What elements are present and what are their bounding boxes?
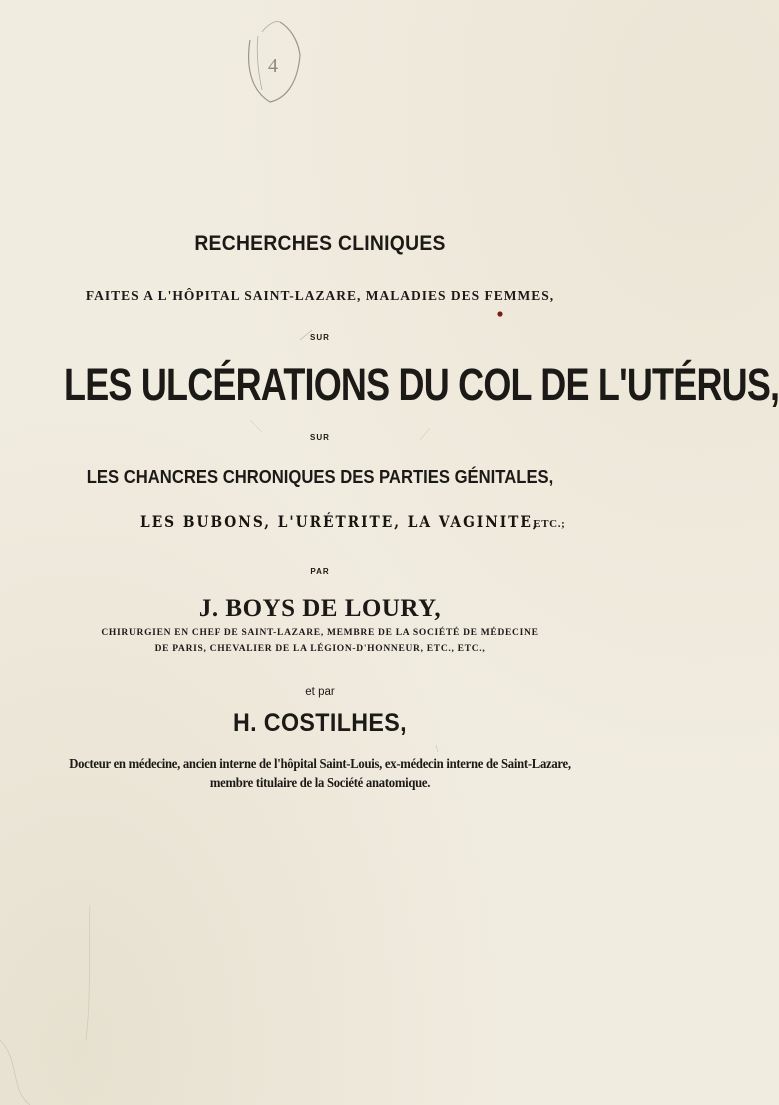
heading-recherches: RECHERCHES CLINIQUES bbox=[194, 232, 446, 255]
author2-credentials-line2: membre titulaire de la Société anatomique. bbox=[209, 775, 431, 790]
stamp-mark: 4 bbox=[268, 55, 278, 77]
author1-credentials-line1: CHIRURGIEN EN CHEF DE SAINT-LAZARE, MEMBRE DE LA SOCIÉTÉ DE MÉDECINE bbox=[101, 628, 539, 638]
subtitle-bubons: LES BUBONS, L'URÉTRITE, LA VAGINITE, bbox=[139, 512, 540, 531]
main-title: LES ULCÉRATIONS DU COL DE L'UTÉRUS, bbox=[64, 359, 779, 410]
subtitle-chancres: LES CHANCRES CHRONIQUES DES PARTIES GÉNITALES, bbox=[86, 466, 554, 487]
connector-par: PAR bbox=[310, 567, 330, 576]
author1-credentials-line2: DE PARIS, CHEVALIER DE LA LÉGION-D'HONNEUR, ETC., ETC., bbox=[154, 644, 486, 654]
author2-credentials-line1: Docteur en médecine, ancien interne de l'hôpital Saint-Louis, ex-médecin interne de Saint-Lazare, bbox=[69, 756, 571, 771]
connector-et-par: et par bbox=[305, 686, 335, 698]
connector-sur-1: SUR bbox=[310, 333, 330, 342]
author-costilhes: H. COSTILHES, bbox=[232, 709, 408, 737]
author-boys-de-loury: J. BOYS DE LOURY, bbox=[198, 595, 442, 622]
connector-sur-2: SUR bbox=[310, 433, 330, 442]
subtitle-etc: ETC.; bbox=[533, 518, 566, 530]
subtitle-faites: FAITES A L'HÔPITAL SAINT-LAZARE, MALADIES DES FEMMES, bbox=[85, 288, 555, 303]
